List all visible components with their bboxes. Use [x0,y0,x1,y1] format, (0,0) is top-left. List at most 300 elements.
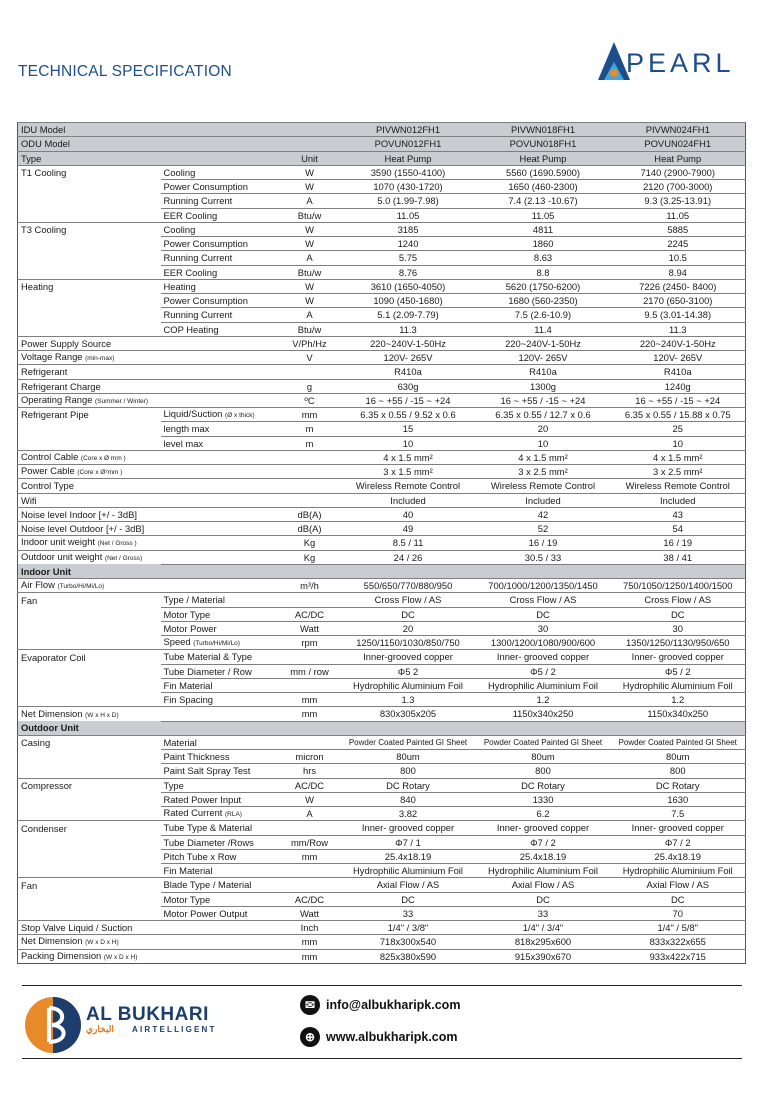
row-group-label [18,251,161,265]
row-value-model-2: R410a [476,365,611,379]
table-row [18,764,746,778]
row-value-model-2: DC [476,607,611,621]
row-value-model-2: 7.4 (2.13 -10.67) [476,194,611,208]
row-value-model-3: 7140 (2900-7900) [611,165,746,179]
row-group-label [18,835,161,849]
row-sub-label: Tube Type & Material [161,821,279,835]
row-value-model-3: POVUN024FH1 [611,137,746,151]
row-group-label: Wifi [18,493,161,507]
row-value-model-3: 7.5 [611,807,746,821]
table-row [18,921,746,935]
row-value-model-1 [341,721,476,735]
row-sub-label: Fin Material [161,678,279,692]
spec-table-body [18,123,746,964]
row-value-model-1: 1090 (450-1680) [341,294,476,308]
row-sub-label: Liquid/Suction (Ø x thick) [161,408,279,422]
row-unit: mm [279,707,341,721]
row-value-model-3: DC [611,607,746,621]
row-value-model-3: 9.5 (3.01-14.38) [611,308,746,322]
row-value-model-1: 5.0 (1.99-7.98) [341,194,476,208]
row-sub-label: Type / Material [161,593,279,607]
row-group-label [18,607,161,621]
table-row [18,892,746,906]
row-unit [279,564,341,578]
row-sub-label: Blade Type / Material [161,878,279,892]
row-value-model-2: 6.2 [476,807,611,821]
row-value-model-2: 5620 (1750-6200) [476,279,611,293]
table-row [18,194,746,208]
row-value-model-2: 52 [476,522,611,536]
row-unit: W [279,237,341,251]
row-value-model-3: 2120 (700-3000) [611,180,746,194]
row-value-model-3: 6.35 x 0.55 / 15.88 x 0.75 [611,408,746,422]
row-sub-label: Motor Power Output [161,906,279,920]
row-unit [279,721,341,735]
row-sub-label [161,151,279,165]
row-sub-label [161,507,279,521]
row-value-model-1: Powder Coated Painted GI Sheet [341,735,476,749]
row-value-model-1: 11.3 [341,322,476,336]
row-value-model-2: POVUN018FH1 [476,137,611,151]
row-group-label: T3 Cooling [18,222,161,236]
row-value-model-1: 5.75 [341,251,476,265]
row-value-model-3: 9.3 (3.25-13.91) [611,194,746,208]
row-value-model-3: 30 [611,621,746,635]
brand-arabic: البخاري [86,1024,114,1034]
row-value-model-1: Wireless Remote Control [341,479,476,493]
row-sub-label: Heating [161,279,279,293]
row-group-label: Net Dimension (W x H x D) [18,707,161,721]
table-row [18,279,746,293]
row-value-model-2: Axial Flow / AS [476,878,611,892]
section-header-row [18,564,746,578]
table-row [18,821,746,835]
row-sub-label: Paint Salt Spray Test [161,764,279,778]
row-sub-label: Running Current [161,194,279,208]
table-row [18,322,746,336]
row-value-model-1: 4 x 1.5 mm² [341,450,476,464]
row-value-model-2: 5560 (1690.5900) [476,165,611,179]
row-sub-label: Material [161,735,279,749]
page-title: TECHNICAL SPECIFICATION [18,63,232,80]
row-value-model-3: Included [611,493,746,507]
row-unit: rpm [279,636,341,650]
row-value-model-1: Heat Pump [341,151,476,165]
row-value-model-2: DC Rotary [476,778,611,792]
row-group-label: T1 Cooling [18,165,161,179]
table-row [18,265,746,279]
table-row [18,493,746,507]
row-sub-label: Running Current [161,308,279,322]
row-unit: V [279,351,341,365]
table-row [18,479,746,493]
row-value-model-1: Inner-grooved copper [341,650,476,664]
spec-table [17,122,746,964]
table-row [18,579,746,593]
row-value-model-2: 1.2 [476,693,611,707]
row-value-model-3: 800 [611,764,746,778]
row-value-model-2: Heat Pump [476,151,611,165]
table-row [18,707,746,721]
row-value-model-2: 1330 [476,792,611,806]
row-value-model-3: 10 [611,436,746,450]
row-value-model-1: 120V- 265V [341,351,476,365]
row-value-model-3: Wireless Remote Control [611,479,746,493]
brand-name: AL BUKHARI [86,1004,209,1025]
row-sub-label: Power Consumption [161,180,279,194]
row-value-model-3: Axial Flow / AS [611,878,746,892]
table-row [18,379,746,393]
row-value-model-2: 1860 [476,237,611,251]
row-group-label [18,621,161,635]
row-value-model-3: 80um [611,750,746,764]
row-value-model-1: 550/650/770/880/950 [341,579,476,593]
row-group-label [18,294,161,308]
row-sub-label: Pitch Tube x Row [161,849,279,863]
row-sub-label: Paint Thickness [161,750,279,764]
row-value-model-2: 1150x340x250 [476,707,611,721]
row-unit: ºC [279,393,341,407]
row-group-label [18,436,161,450]
row-value-model-3: Powder Coated Painted GI Sheet [611,735,746,749]
model-header-row [18,137,746,151]
row-unit: V/Ph/Hz [279,336,341,350]
row-group-label: Fan [18,593,161,607]
row-sub-label [161,493,279,507]
row-unit: A [279,308,341,322]
row-unit: AC/DC [279,607,341,621]
row-value-model-3: Inner- grooved copper [611,821,746,835]
row-value-model-2: 25.4x18.19 [476,849,611,863]
row-value-model-1: 11.05 [341,208,476,222]
row-value-model-1: 840 [341,792,476,806]
row-value-model-2: 42 [476,507,611,521]
row-sub-label: Motor Type [161,892,279,906]
table-row [18,408,746,422]
table-row [18,336,746,350]
row-value-model-2: 10 [476,436,611,450]
footer-divider-top [22,985,742,986]
table-row [18,735,746,749]
row-value-model-1: DC [341,607,476,621]
row-value-model-1: Φ5 2 [341,664,476,678]
table-row [18,593,746,607]
row-unit: Kg [279,550,341,564]
row-value-model-2: Φ7 / 2 [476,835,611,849]
row-group-label [18,194,161,208]
row-value-model-1: 10 [341,436,476,450]
row-value-model-1: 3 x 1.5 mm² [341,465,476,479]
row-value-model-1: DC [341,892,476,906]
table-row [18,849,746,863]
row-group-label: IDU Model [18,123,161,137]
row-unit: W [279,294,341,308]
row-group-label: Compressor [18,778,161,792]
row-unit: AC/DC [279,892,341,906]
row-group-label [18,636,161,650]
row-group-label: Stop Valve Liquid / Suction [18,921,161,935]
row-value-model-1: 3610 (1650-4050) [341,279,476,293]
table-row [18,650,746,664]
row-value-model-2: 30 [476,621,611,635]
contact-email[interactable]: ✉ info@albukharipk.com [300,995,460,1015]
row-group-label [18,237,161,251]
row-unit: g [279,379,341,393]
row-group-label: Control Cable (Core x Ø mm ) [18,450,161,464]
row-value-model-1: 80um [341,750,476,764]
row-value-model-3: 120V- 265V [611,351,746,365]
row-unit: W [279,180,341,194]
row-unit: mm [279,935,341,949]
row-sub-label [161,137,279,151]
row-sub-label: Power Consumption [161,237,279,251]
row-sub-label: EER Cooling [161,265,279,279]
row-value-model-2: 11.05 [476,208,611,222]
row-value-model-1: 800 [341,764,476,778]
row-sub-label: Running Current [161,251,279,265]
globe-icon: ⊕ [300,1027,320,1047]
contact-website[interactable]: ⊕ www.albukharipk.com [300,1027,458,1047]
table-row [18,678,746,692]
row-sub-label: Motor Type [161,607,279,621]
row-unit: mm/Row [279,835,341,849]
row-value-model-1: 15 [341,422,476,436]
table-row [18,393,746,407]
row-value-model-2: 8.8 [476,265,611,279]
row-value-model-3: Cross Flow / AS [611,593,746,607]
row-group-label: Outdoor unit weight (Net / Gross) [18,550,161,564]
row-group-label: Air Flow (Turbo/Hi/Mi/Lo) [18,579,161,593]
table-row [18,222,746,236]
row-value-model-3: R410a [611,365,746,379]
row-value-model-1: 825x380x590 [341,949,476,963]
row-value-model-3: 7226 (2450- 8400) [611,279,746,293]
row-value-model-1: 20 [341,621,476,635]
row-value-model-2: 120V- 265V [476,351,611,365]
row-sub-label: Tube Material & Type [161,650,279,664]
table-row [18,906,746,920]
row-unit: AC/DC [279,778,341,792]
row-value-model-2: Cross Flow / AS [476,593,611,607]
row-sub-label: length max [161,422,279,436]
row-sub-label [161,351,279,365]
row-value-model-1 [341,564,476,578]
row-sub-label: level max [161,436,279,450]
row-value-model-2: Wireless Remote Control [476,479,611,493]
row-unit [279,864,341,878]
row-value-model-3: 1150x340x250 [611,707,746,721]
row-value-model-2: PIVWN018FH1 [476,123,611,137]
row-sub-label [161,921,279,935]
row-sub-label: Speed (Turbo/Hi/Mi/Lo) [161,636,279,650]
table-row [18,294,746,308]
row-group-label [18,892,161,906]
row-value-model-3: PIVWN024FH1 [611,123,746,137]
row-value-model-3: 933x422x715 [611,949,746,963]
table-row [18,664,746,678]
row-value-model-3: Heat Pump [611,151,746,165]
table-row [18,465,746,479]
table-row [18,450,746,464]
row-value-model-3: 750/1050/1250/1400/1500 [611,579,746,593]
row-value-model-2: 33 [476,906,611,920]
table-row [18,607,746,621]
row-value-model-1: 16 ~ +55 / -15 ~ +24 [341,393,476,407]
row-group-label: Voltage Range (min-max) [18,351,161,365]
table-row [18,778,746,792]
row-group-label [18,208,161,222]
row-value-model-1: Axial Flow / AS [341,878,476,892]
row-value-model-2: 6.35 x 0.55 / 12.7 x 0.6 [476,408,611,422]
row-value-model-2: 30.5 / 33 [476,550,611,564]
model-header-row [18,123,746,137]
albukhari-logo-icon [22,994,84,1056]
table-row [18,536,746,550]
row-unit: A [279,807,341,821]
row-value-model-3: DC Rotary [611,778,746,792]
row-sub-label [161,564,279,578]
row-sub-label: Type [161,778,279,792]
row-group-label: Power Cable (Core x Ø²mm ) [18,465,161,479]
row-value-model-2: 1680 (560-2350) [476,294,611,308]
row-value-model-1: PIVWN012FH1 [341,123,476,137]
row-sub-label: Tube Diameter /Rows [161,835,279,849]
row-group-label: Refrigerant Charge [18,379,161,393]
row-unit: W [279,222,341,236]
row-group-label [18,422,161,436]
table-row [18,835,746,849]
row-group-label [18,807,161,821]
row-unit: W [279,279,341,293]
row-value-model-2: 8.63 [476,251,611,265]
row-group-label: Refrigerant Pipe [18,408,161,422]
row-value-model-3: 16 ~ +55 / -15 ~ +24 [611,393,746,407]
table-row [18,237,746,251]
row-value-model-2: 11.4 [476,322,611,336]
row-value-model-1: 220~240V-1-50Hz [341,336,476,350]
row-group-label [18,265,161,279]
row-group-label: Heating [18,279,161,293]
table-row [18,365,746,379]
table-row [18,636,746,650]
row-sub-label: Fin Material [161,864,279,878]
row-value-model-3: DC [611,892,746,906]
row-value-model-3: Φ5 / 2 [611,664,746,678]
row-unit [279,593,341,607]
row-value-model-3: 1/4" / 5/8" [611,921,746,935]
row-value-model-3: 10.5 [611,251,746,265]
row-value-model-2: Included [476,493,611,507]
row-value-model-3: 11.3 [611,322,746,336]
row-value-model-2: 1650 (460-2300) [476,180,611,194]
row-value-model-1: 49 [341,522,476,536]
row-sub-label [161,450,279,464]
row-group-label: Net Dimension (W x D x H) [18,935,161,949]
row-group-label: Type [18,151,161,165]
row-value-model-2 [476,721,611,735]
table-row [18,507,746,521]
row-value-model-3: 833x322x655 [611,935,746,949]
row-value-model-1: Hydrophilic Aluminium Foil [341,864,476,878]
row-sub-label [161,365,279,379]
row-unit [279,365,341,379]
row-sub-label [161,379,279,393]
row-value-model-1: 1240 [341,237,476,251]
row-value-model-2: 220~240V-1-50Hz [476,336,611,350]
row-value-model-3: Inner- grooved copper [611,650,746,664]
row-unit: m [279,422,341,436]
row-group-label: Casing [18,735,161,749]
table-row [18,180,746,194]
row-value-model-2: Φ5 / 2 [476,664,611,678]
row-value-model-1: 3590 (1550-4100) [341,165,476,179]
row-unit [279,123,341,137]
row-unit [279,493,341,507]
row-unit: mm [279,408,341,422]
table-row [18,949,746,963]
row-sub-label: Cooling [161,165,279,179]
row-value-model-3: 25 [611,422,746,436]
row-value-model-1: 630g [341,379,476,393]
row-group-label [18,764,161,778]
row-unit: mm [279,693,341,707]
row-group-label: Power Supply Source [18,336,161,350]
row-value-model-2: 1300/1200/1080/900/600 [476,636,611,650]
row-value-model-3: Φ7 / 2 [611,835,746,849]
row-unit: W [279,792,341,806]
row-value-model-1: Inner- grooved copper [341,821,476,835]
row-value-model-1: 1250/1150/1030/850/750 [341,636,476,650]
table-row [18,522,746,536]
row-value-model-3 [611,721,746,735]
row-sub-label [161,465,279,479]
row-value-model-2: Hydrophilic Aluminium Foil [476,864,611,878]
row-sub-label [161,393,279,407]
row-value-model-3: 1.2 [611,693,746,707]
row-value-model-1: 1.3 [341,693,476,707]
footer-divider-bottom [22,1058,742,1059]
row-unit: mm [279,949,341,963]
row-unit: mm [279,849,341,863]
row-group-label: Condenser [18,821,161,835]
row-group-label [18,180,161,194]
row-unit: A [279,251,341,265]
row-value-model-3: Hydrophilic Aluminium Foil [611,864,746,878]
row-unit: m³/h [279,579,341,593]
table-row [18,750,746,764]
row-unit [279,650,341,664]
row-sub-label [161,522,279,536]
row-sub-label: Cooling [161,222,279,236]
row-group-label: Indoor Unit [18,564,161,578]
row-sub-label [161,123,279,137]
row-value-model-2: 4811 [476,222,611,236]
row-value-model-1: Φ7 / 1 [341,835,476,849]
row-sub-label [161,479,279,493]
row-group-label [18,664,161,678]
table-row [18,621,746,635]
row-value-model-1: 6.35 x 0.55 / 9.52 x 0.6 [341,408,476,422]
row-value-model-1: 24 / 26 [341,550,476,564]
row-sub-label: Fin Spacing [161,693,279,707]
row-value-model-2: 3 x 2.5 mm² [476,465,611,479]
row-value-model-1: Included [341,493,476,507]
table-row [18,792,746,806]
row-sub-label: Rated Power Input [161,792,279,806]
row-value-model-1: 33 [341,906,476,920]
row-value-model-2: 80um [476,750,611,764]
row-value-model-3: 2170 (650-3100) [611,294,746,308]
